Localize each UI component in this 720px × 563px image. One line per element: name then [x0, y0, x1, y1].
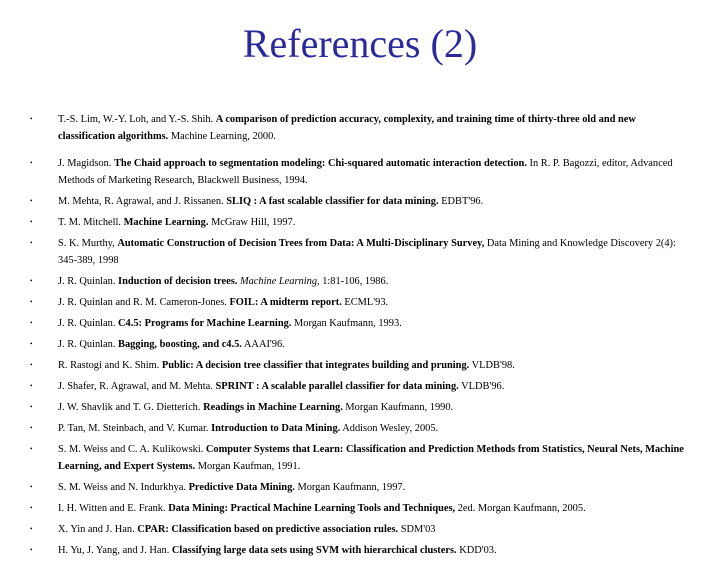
bullet: • — [30, 239, 33, 247]
reference-item: • J. Shafer, R. Agrawal, and M. Mehta. SPRINT : A scalable parallel classifier for data mining. VLDB'96. — [30, 378, 694, 395]
bullet: • — [30, 382, 33, 390]
reference-item: • J. R. Quinlan. Bagging, boosting, and c4.5. AAAI'96. — [30, 336, 694, 353]
reference-item: • M. Mehta, R. Agrawal, and J. Rissanen. SLIQ : A fast scalable classifier for data mining. EDBT'96. — [30, 193, 694, 210]
bullet: • — [30, 525, 33, 533]
bullet: • — [30, 403, 33, 411]
bullet: • — [30, 115, 33, 123]
reference-item: • I. H. Witten and E. Frank. Data Mining: Practical Machine Learning Tools and Techniques, 2ed. Morgan Kaufmann, 2005. — [30, 500, 694, 517]
reference-item: • J. R. Quinlan and R. M. Cameron-Jones. FOIL: A midterm report. ECML'93. — [30, 294, 694, 311]
reference-item: • T.-S. Lim, W.-Y. Loh, and Y.-S. Shih. A comparison of prediction accuracy, complexity, and training time of thirty-three old and new classification algorithms. Machine Learning, 2000. — [30, 111, 694, 145]
reference-item: • S. K. Murthy, Automatic Construction of Decision Trees from Data: A Multi-Disciplinary Survey, Data Mining and Knowledge Discovery 2(4): 345-389, 1998 — [30, 235, 694, 269]
reference-item: • X. Yin and J. Han. CPAR: Classification based on predictive association rules. SDM'03 — [30, 521, 694, 538]
bullet: • — [30, 319, 33, 327]
bullet: • — [30, 361, 33, 369]
reference-item: • J. Magidson. The Chaid approach to segmentation modeling: Chi-squared automatic interaction detection. In R. P. Bagozzi, editor, Advanced Methods of Marketing Research, Blackwell Business, 1994. — [30, 155, 694, 189]
reference-item: • T. M. Mitchell. Machine Learning. McGraw Hill, 1997. — [30, 214, 694, 231]
reference-item: • J. R. Quinlan. Induction of decision trees. Machine Learning, 1:81-106, 1986. — [30, 273, 694, 290]
reference-item: • S. M. Weiss and C. A. Kulikowski. Computer Systems that Learn: Classification and Prediction Methods from Statistics, Neural Nets, Machine Learning, and Expert Systems. Morgan Kaufman, 1991. — [30, 441, 694, 475]
bullet: • — [30, 546, 33, 554]
reference-item: • P. Tan, M. Steinbach, and V. Kumar. Introduction to Data Mining. Addison Wesley, 2005. — [30, 420, 694, 437]
bullet: • — [30, 504, 33, 512]
reference-item: • H. Yu, J. Yang, and J. Han. Classifying large data sets using SVM with hierarchical clusters. KDD'03. — [30, 542, 694, 559]
slide-title: References (2) — [242, 21, 478, 66]
bullet: • — [30, 298, 33, 306]
reference-item: • S. M. Weiss and N. Indurkhya. Predictive Data Mining. Morgan Kaufmann, 1997. — [30, 479, 694, 496]
reference-item: • J. R. Quinlan. C4.5: Programs for Machine Learning. Morgan Kaufmann, 1993. — [30, 315, 694, 332]
reference-item: • R. Rastogi and K. Shim. Public: A decision tree classifier that integrates building and pruning. VLDB'98. — [30, 357, 694, 374]
reference-item: • J. W. Shavlik and T. G. Dietterich. Readings in Machine Learning. Morgan Kaufmann, 1990. — [30, 399, 694, 416]
reference-list — [30, 111, 694, 563]
bullet: • — [30, 424, 33, 432]
bullet: • — [30, 340, 33, 348]
bullet: • — [30, 197, 33, 205]
bullet: • — [30, 218, 33, 226]
bullet: • — [30, 445, 33, 453]
bullet: • — [30, 483, 33, 491]
bullet: • — [30, 277, 33, 285]
bullet: • — [30, 159, 33, 167]
